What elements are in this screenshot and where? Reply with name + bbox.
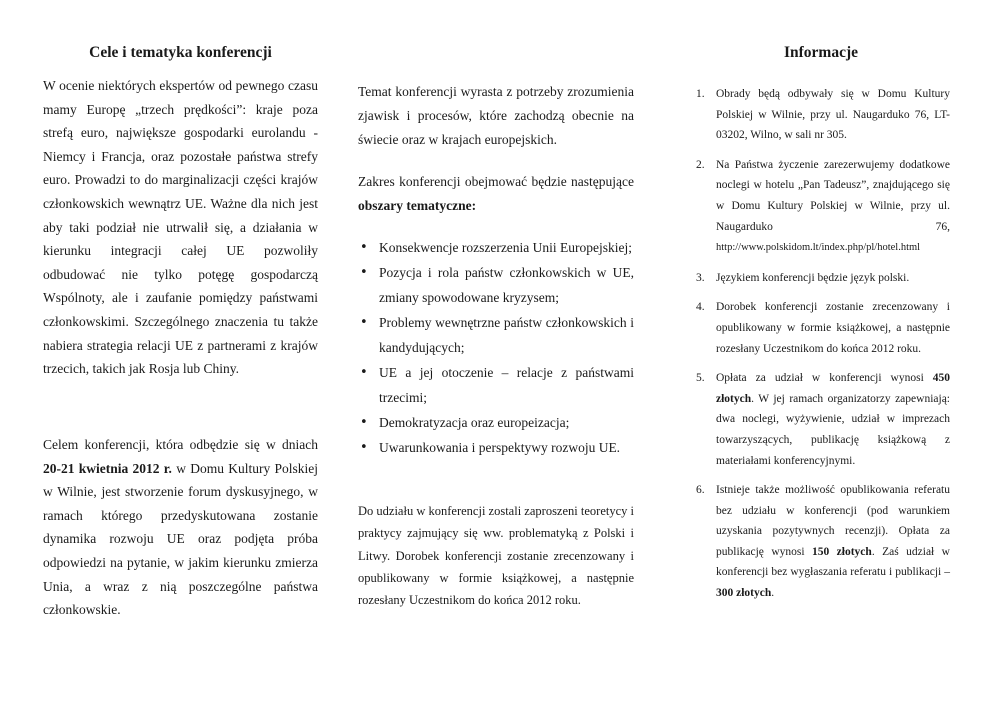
- info-item: [672, 84, 950, 146]
- fee-amount: 450 złotych: [716, 372, 950, 405]
- info-item: [672, 297, 950, 359]
- topics-list: [358, 235, 634, 460]
- info-item-number: 3.: [696, 271, 705, 284]
- info-list: [672, 84, 950, 613]
- info-item-text: Językiem konferencji będzie język polski.: [716, 271, 910, 284]
- topics-scope-text: Zakres konferencji obejmować będzie następujące: [358, 174, 634, 189]
- info-item-number: 5.: [696, 372, 705, 385]
- info-heading: Informacje: [783, 44, 859, 61]
- topic-item: • Uwarunkowania i perspektywy rozwoju UE.: [358, 435, 634, 460]
- info-item-text: Na Państwa życzenie zarezerwujemy dodatkowe noclegi w hotelu „Pan Tadeusz”, znajdującego się w Domu Kultury Polskiej w Wilnie, przy ul. Naugarduko 76,: [716, 158, 950, 233]
- goals-paragraph-2: [43, 433, 318, 622]
- topic-item: • Problemy wewnętrzne państw członkowskich i kandydujących;: [358, 310, 634, 360]
- goals-paragraph-2-start: Celem konferencji, która odbędzie się w dniach: [43, 437, 318, 452]
- info-item-number: 4.: [696, 301, 705, 314]
- info-item: [672, 268, 950, 289]
- participants-paragraph: Do udziału w konferencji zostali zaproszeni teoretycy i praktycy zajmujący się ww. problematyką z Polski i Litwy. Dorobek konferencji zostanie zrecenzowany i opublikowany w formie książkowej, a następnie rozesłany Uczestnikom do końca 2012 roku.: [358, 504, 634, 608]
- info-item-text: Dorobek konferencji zostanie zrecenzowany i opublikowany w formie książkowej, a następnie rozesłany Uczestnikom do końca 2012 roku.: [716, 301, 950, 355]
- topic-item: • Pozycja i rola państw członkowskich w UE, zmiany spowodowane kryzysem;: [358, 260, 634, 310]
- info-item-text: Obrady będą odbywały się w Domu Kultury Polskiej w Wilnie, przy ul. Naugarduko 76, LT-03202, Wilno, w sali nr 305.: [716, 88, 950, 142]
- topics-scope: [358, 170, 634, 218]
- info-item-text: . W jej ramach organizatorzy zapewniają: dwa noclegi, wyżywienie, udział w imprezach towarzyszących, publikację książkową z materiałami konferencyjnymi.: [716, 392, 950, 467]
- info-item-text: . Zaś udział w konferencji bez wygłaszania referatu i publikacji –: [716, 545, 950, 579]
- info-item-text: Opłata za udział w konferencji wynosi: [716, 372, 924, 385]
- hotel-link[interactable]: http://www.polskidom.lt/index.php/pl/hotel.html: [716, 242, 921, 254]
- info-item: [672, 480, 950, 604]
- goals-paragraph-1: W ocenie niektórych ekspertów od pewnego czasu mamy Europę „trzech prędkości”: kraje poza strefą euro, największe gospodarki eurolandu - Niemcy i Francja, oraz pozostałe państwa strefy euro. Prowadzi to do marginalizacji części krajów członkowskich wewnątrz UE. Ważne dla nich jest aby taki podział nie utrwalił się, a działania w kierunku integracji całej UE pozwoliły odbudować nie tylko potęgę gospodarczą Wspólnoty, ale i zaufanie pomiędzy państwami członkowskimi. Szczególnego znaczenia tu także nabiera strategia relacji UE z partnerami z krajów trzecich, takich jak Rosja lub Chiny.: [43, 78, 318, 377]
- info-item: [672, 368, 950, 471]
- info-item-number: 6.: [696, 484, 705, 497]
- publication-fee: 150 złotych: [812, 545, 872, 558]
- topic-item: • Demokratyzacja oraz europeizacja;: [358, 410, 634, 435]
- info-item-number: 1.: [696, 88, 705, 100]
- goals-paragraph-2-end: w Domu Kultury Polskiej w Wilnie, jest stworzenie forum dyskusyjnego, w ramach którego przedyskutowana zostanie dynamika rozwoju UE oraz podjęta próba odpowiedzi na pytanie, w jakim kierunku zmierza Unia, a wraz z nią poszczególne państwa członkowskie.: [43, 460, 318, 618]
- topics-scope-bold: obszary tematyczne:: [358, 197, 477, 213]
- goals-heading: Cele i tematyka konferencji: [89, 44, 272, 61]
- info-item-number: 2.: [696, 158, 705, 171]
- topic-item: • UE a jej otoczenie – relacje z państwami trzecimi;: [358, 360, 634, 410]
- info-item-text: .: [771, 587, 775, 600]
- conference-date: 20-21 kwietnia 2012 r.: [43, 460, 172, 476]
- info-item-text: Istnieje także możliwość opublikowania referatu bez udziału w konferencji (pod warunkiem uzyskania pozytywnych recenzji). Opłata za publikację wynosi: [716, 484, 950, 558]
- topics-intro: Temat konferencji wyrasta z potrzeby zrozumienia zjawisk i procesów, które zachodzą obecnie na świecie oraz w krajach europejskich.: [358, 84, 634, 147]
- info-item: [672, 155, 950, 259]
- topic-item: • Konsekwencje rozszerzenia Unii Europejskiej;: [358, 235, 634, 260]
- attendance-fee: 300 złotych: [716, 587, 772, 600]
